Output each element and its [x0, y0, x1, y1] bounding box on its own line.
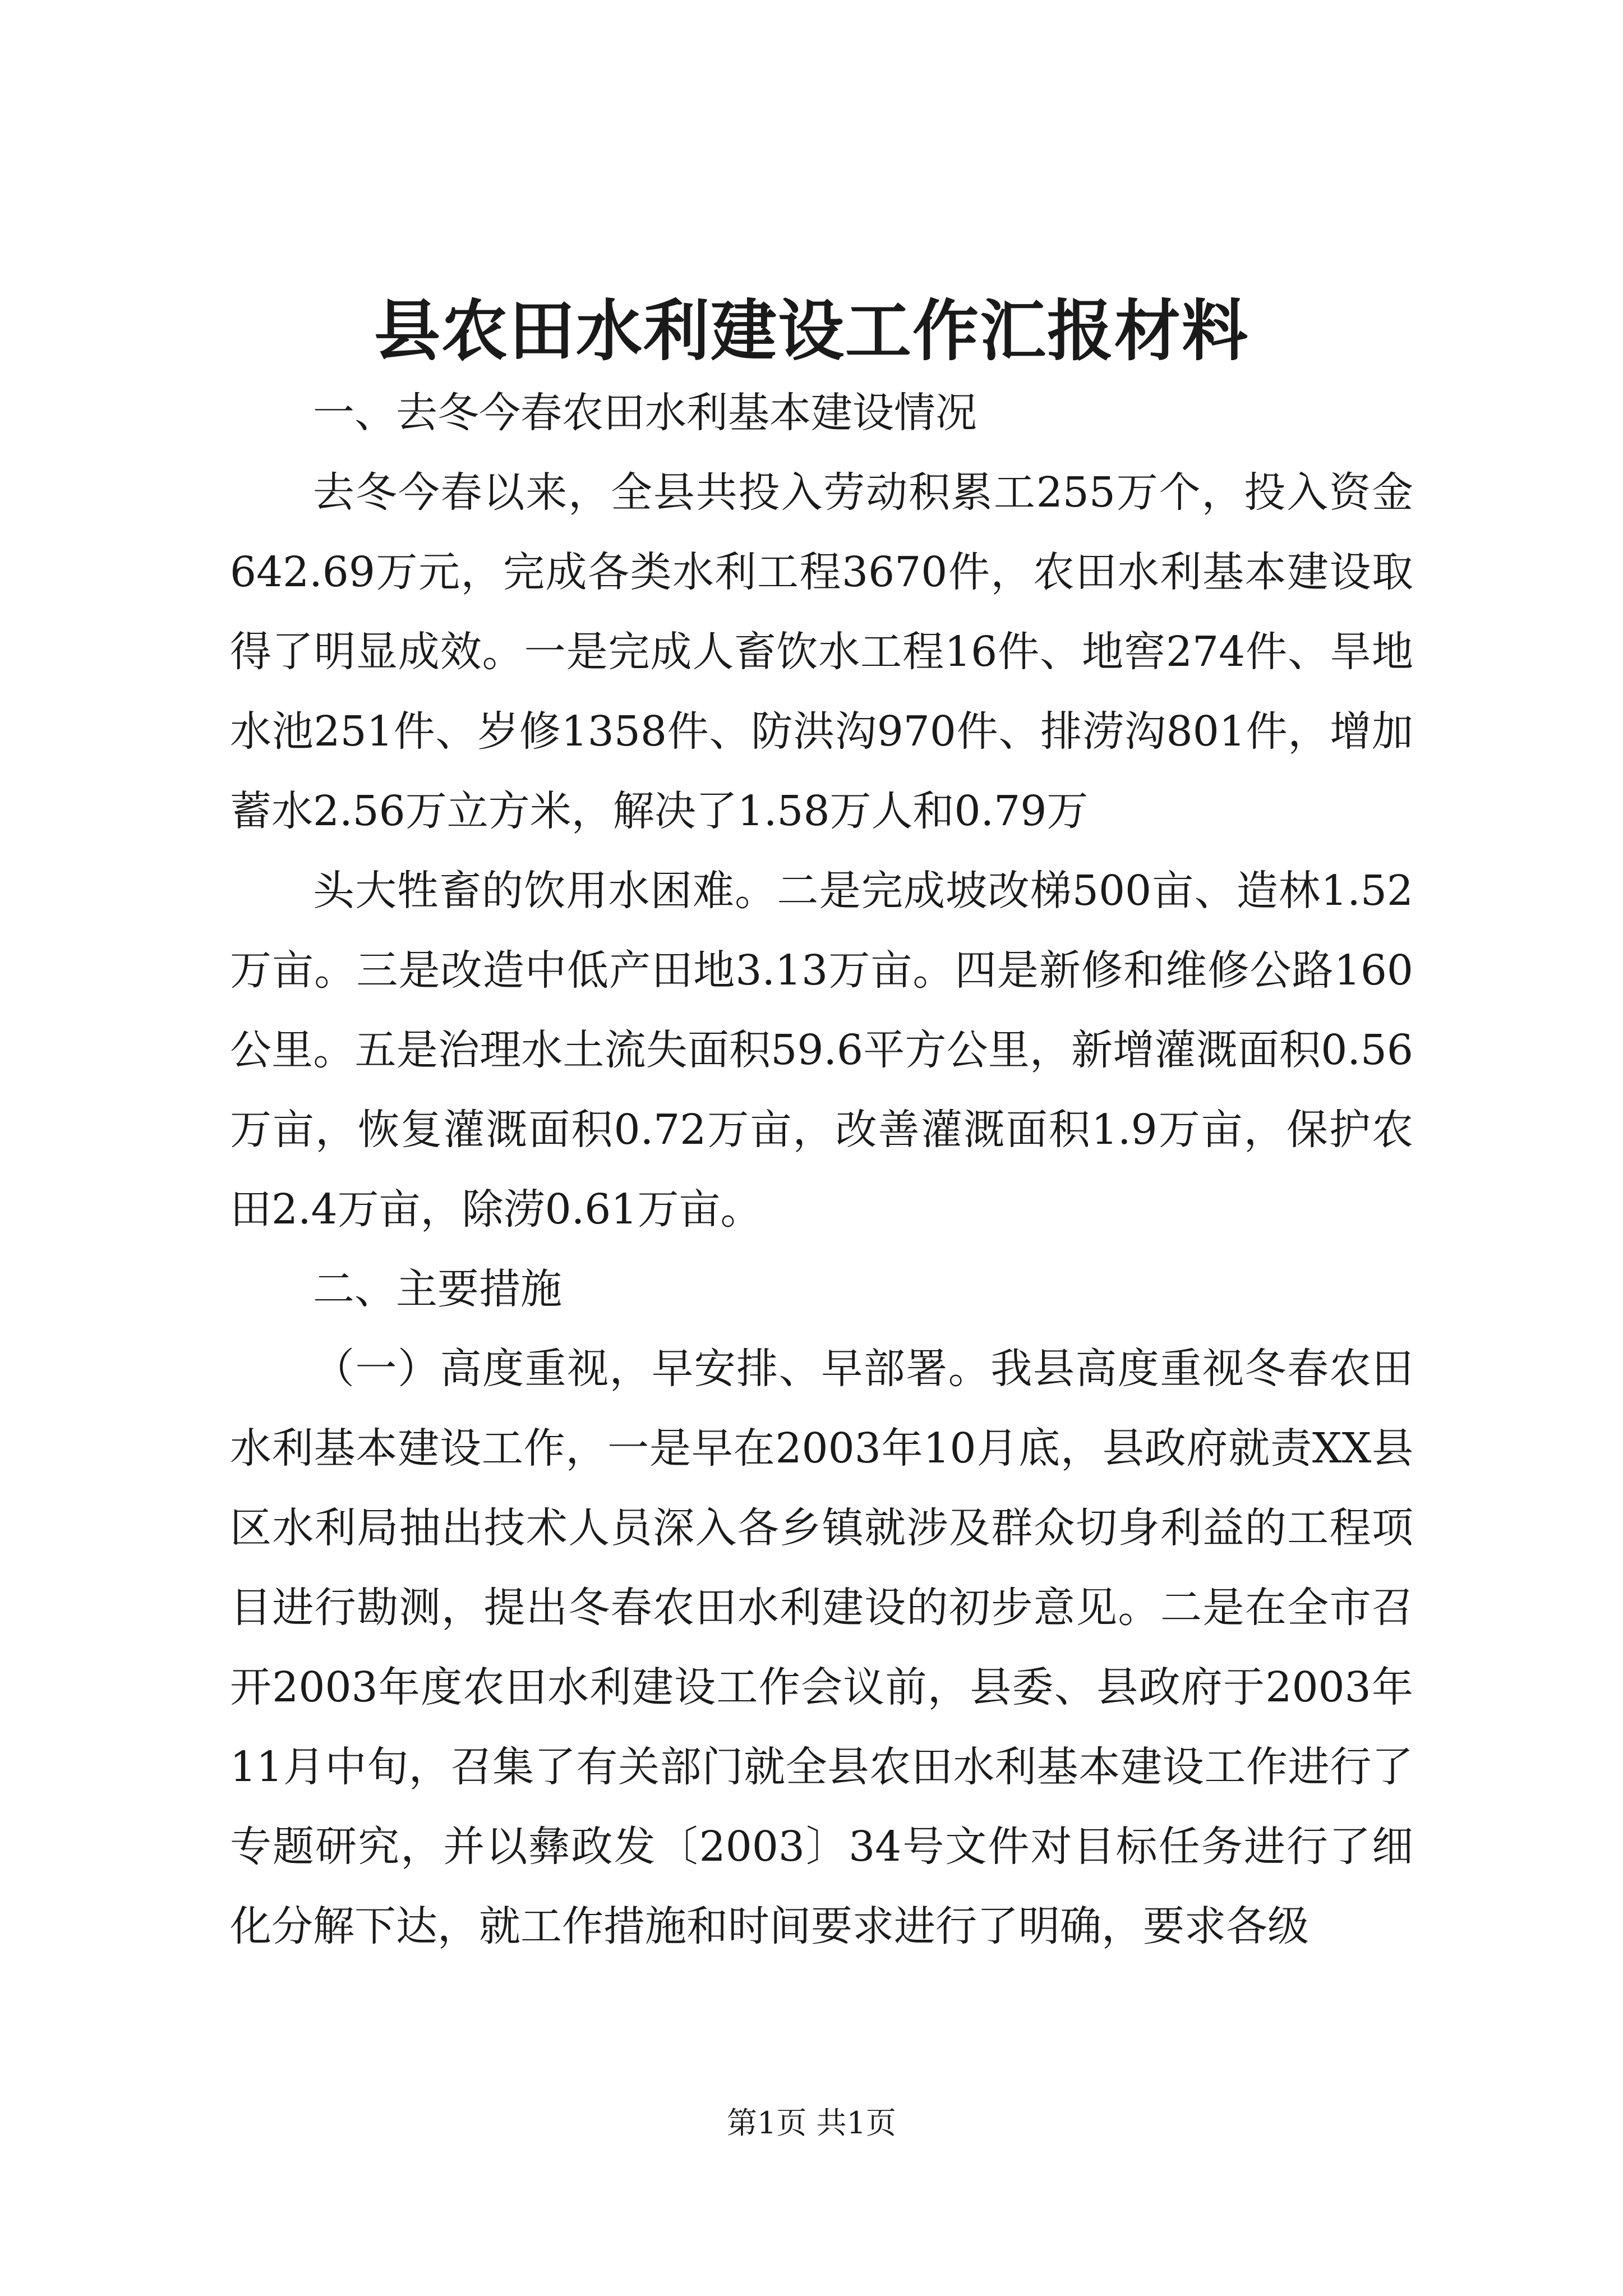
paragraph-results: 头大牲畜的饮用水困难。二是完成坡改梯500亩、造林1.52万亩。三是改造中低产田地3.13万亩。四是新修和维修公路160公里。五是治理水土流失面积59.6平方公里，新增灌溉面积0.56万亩，恢复灌溉面积0.72万亩，改善灌溉面积1.9万亩，保护农田2.4万亩，除涝0.61万亩。 — [230, 867, 1413, 1234]
page-footer: 第1页 共1页 — [727, 2105, 896, 2141]
section-heading-2: 二、主要措施 — [313, 1265, 562, 1313]
paragraph-measures-1: （一）高度重视，早安排、早部署。我县高度重视冬春农田水利基本建设工作，一是早在2003年10月底，县政府就责XX县区水利局抽出技术人员深入各乡镇就涉及群众切身利益的工程项目进行勘测，提出冬春农田水利建设的初步意见。二是在全市召开2003年度农田水利建设工作会议前，县委、县政府于2003年11月中旬，召集了有关部门就全县农田水利基本建设工作进行了专题研究，并以彝政发〔2003〕34号文件对目标任务进行了细化分解下达，就工作措施和时间要求进行了明确，要求各级 — [230, 1345, 1413, 1950]
paragraph-overview: 去冬今春以来，全县共投入劳动积累工255万个，投入资金642.69万元，完成各类水利工程3670件，农田水利基本建设取得了明显成效。一是完成人畜饮水工程16件、地窖274件、旱地水池251件、岁修1358件、防洪沟970件、排涝沟801件，增加蓄水2.56万立方米，解决了1.58万人和0.79万 — [230, 468, 1413, 835]
document-title: 县农田水利建设工作汇报材料 — [374, 292, 1249, 370]
section-heading-1: 一、去冬今春农田水利基本建设情况 — [313, 389, 977, 437]
document-body — [230, 373, 1413, 1966]
